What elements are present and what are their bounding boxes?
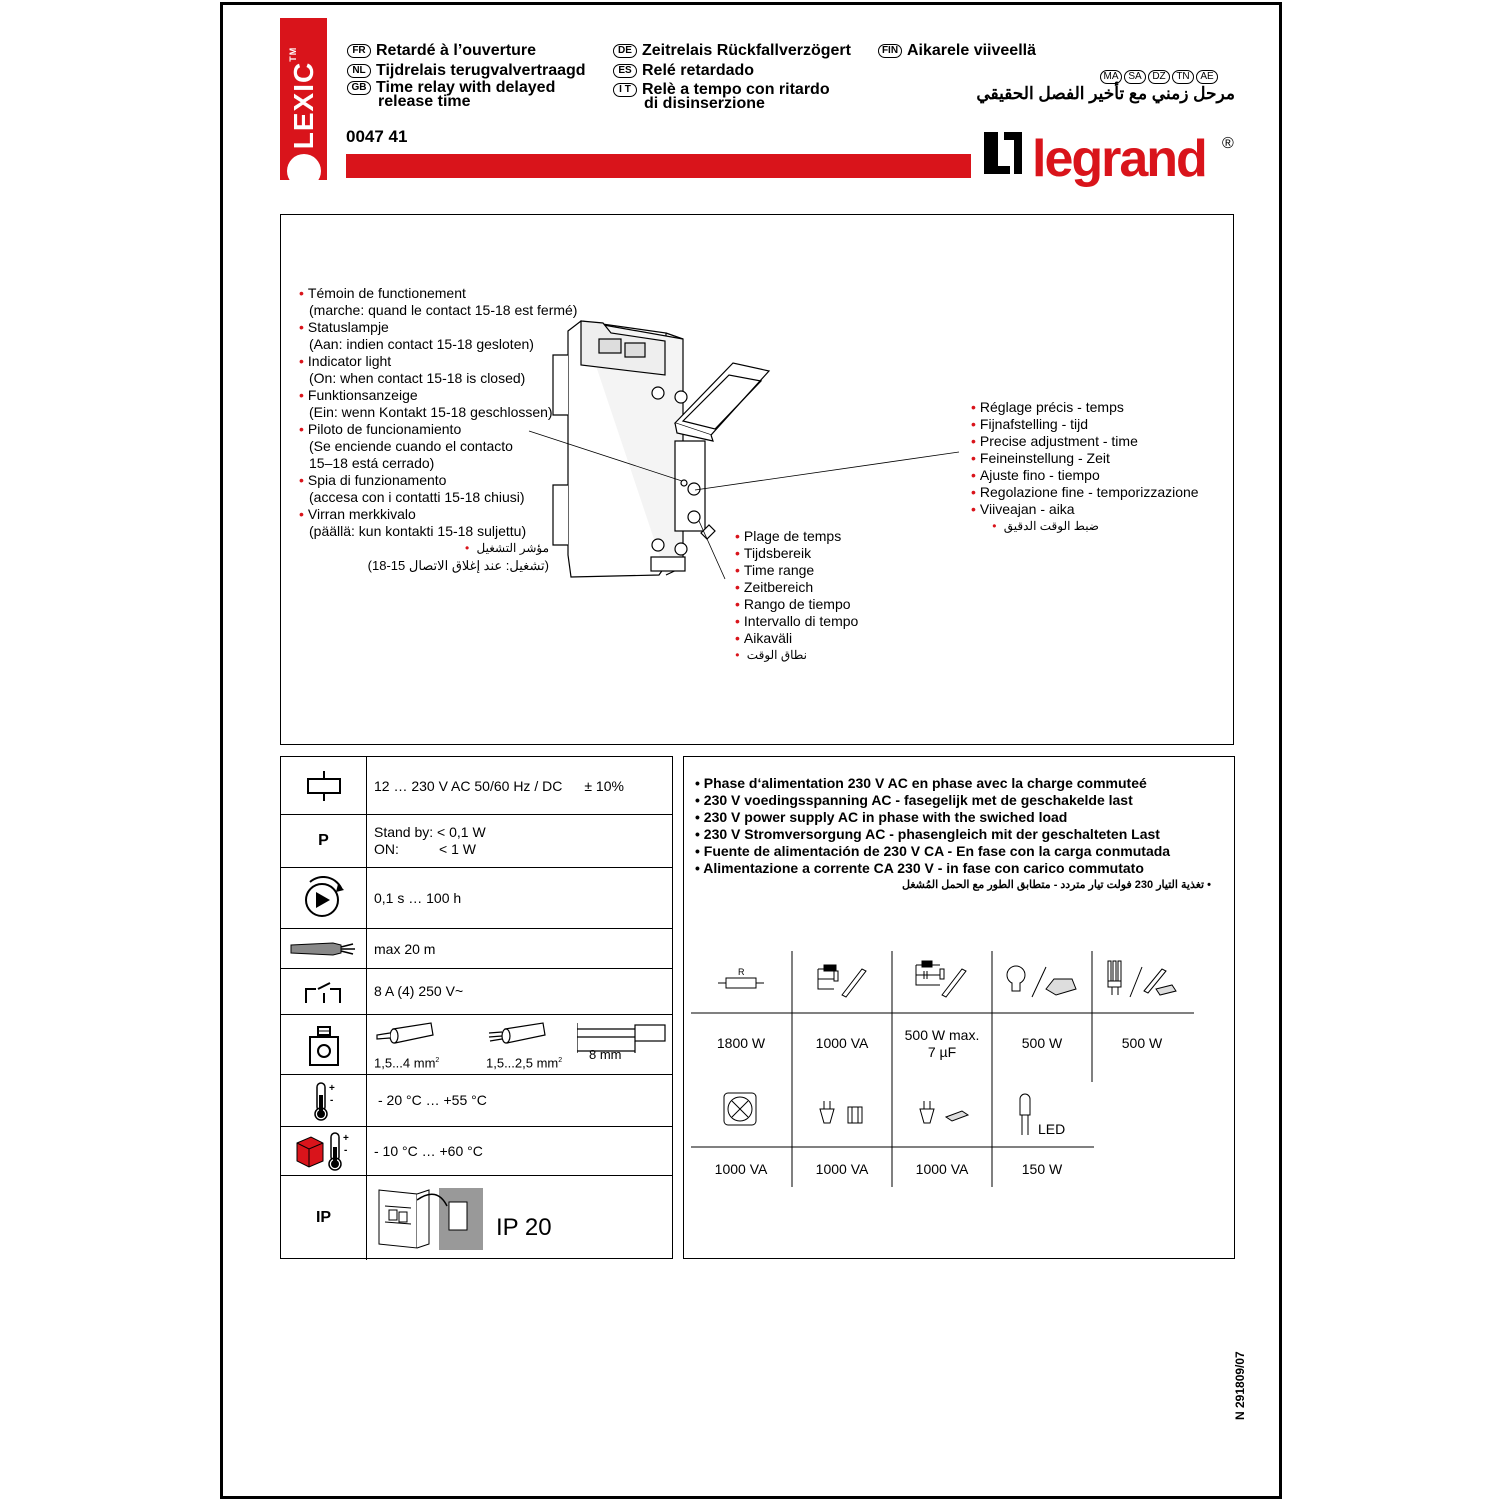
specifications-table — [280, 756, 673, 1259]
legrand-mark-icon — [984, 132, 1022, 174]
title-nl: Tijdrelais terugvalvertraagd — [376, 62, 586, 79]
load-resistive-value: 1800 W — [716, 1035, 766, 1051]
country-code-ma: MA — [1100, 70, 1122, 84]
terminal-screw-icon — [675, 543, 687, 555]
terminal-screw-icon — [652, 539, 664, 551]
indicator-ar: مؤشر التشغيل — [476, 541, 549, 555]
standby-value: < 0,1 W — [437, 824, 486, 840]
svg-text:+: + — [328, 1082, 335, 1094]
load-fan-value: 1000 VA — [714, 1161, 768, 1177]
resistor-label: R — [738, 967, 745, 977]
led-label: LED — [1038, 1121, 1066, 1137]
time-range-ar: نطاق الوقت — [746, 648, 807, 662]
note-it: • Alimentazione a corrente CA 230 V - in fase con carico commutato — [695, 860, 1144, 876]
indicator-es-sub2: 15–18 está cerrado) — [309, 455, 435, 471]
note-nl: • 230 V voedingsspanning AC - fasegelijk met de geschakelde last — [695, 792, 1133, 808]
title-column-1 — [347, 42, 586, 110]
title-fin: Aikarele viiveellä — [907, 42, 1036, 59]
power-label: P — [281, 815, 367, 867]
load-fluorescent-comp-power: 500 W max. — [904, 1027, 980, 1043]
svg-text:+: + — [342, 1133, 349, 1144]
indicator-es-sub: (Se enciende cuando el contacto — [309, 438, 513, 454]
terminal-screw-icon — [281, 1015, 367, 1074]
title-it-line2: di disinserzione — [644, 95, 765, 112]
time-range-gb: Time range — [743, 562, 815, 578]
lv-halogen-electronic-icon — [920, 1101, 968, 1123]
load-fluorescent-uncomp-value: 1000 VA — [815, 1035, 869, 1051]
supply-voltage: 12 … 230 V AC 50/60 Hz / DC — [374, 778, 563, 794]
cable-icon — [281, 929, 367, 968]
title-gb: Time relay with delayed — [376, 79, 556, 96]
time-range-fr: Plage de temps — [743, 528, 842, 544]
fine-adjust-callout: • Réglage précis - temps • Fijnafstelling - tijd • Precise adjustment - time • Feineinstellung - Zeit • Ajuste fino - tiempo • Regolazione fine - temporizzazione • Viiveajan - aika ضبط الوقت الدقيق • — [971, 399, 1199, 533]
header-red-bar — [346, 154, 971, 178]
title-es: Relé retardado — [642, 62, 755, 79]
indicator-nl-sub: (Aan: indien contact 15-18 gesloten) — [309, 336, 534, 352]
lv-halogen-transformer-icon — [820, 1101, 862, 1123]
time-range-value: 0,1 s … 100 h — [374, 890, 462, 906]
indicator-ar-sub: (تشغيل: عند إغلاق الاتصال 15-18) — [367, 558, 549, 573]
svg-text:-: - — [329, 1094, 333, 1106]
fine-adjust-nl: Fijnafstelling - tijd — [979, 416, 1089, 432]
product-code: 0047 41 — [346, 127, 408, 146]
fan-motor-icon — [724, 1093, 756, 1125]
wire-flex-section: 1,5...2,5 mm — [486, 1055, 559, 1071]
wire-rigid-section: 1,5...4 mm — [374, 1055, 436, 1071]
lang-code-nl: NL — [347, 64, 371, 78]
lang-code-it: I T — [613, 83, 637, 97]
time-range-knob-icon — [688, 511, 700, 523]
title-it: Relè a tempo con ritardo — [642, 81, 830, 98]
note-fr: • Phase d‘alimentation 230 V AC en phase avec la charge commuteé — [695, 775, 1147, 791]
fine-adjust-es: Ajuste fino - tiempo — [979, 467, 1100, 483]
contact-symbol-icon — [281, 969, 367, 1014]
indicator-light-callout: • Témoin de functionement (marche: quand le contact 15-18 est fermé) • Statuslampje (Aan: indien contact 15-18 gesloten) • Indicator light (On: when contact 15-18 is closed) • Funktionsanzeige (Ein: wenn Kontakt 15-18 geschlossen) • Piloto de funcionamiento (Se enciende cuando el contacto 15–18 está cerrado) • Spia di funzionamento (accesa con i contatti 15-18 chiusi) • Virran merkkivalo (päällä: kun kontakti 15-18 suljettu) مؤشر التشغيل • (تشغيل: عند إغلاق الاتصال 15-18) — [299, 285, 578, 573]
compact-fluorescent-icon — [1108, 961, 1176, 997]
time-range-es: Rango de tiempo — [743, 596, 851, 612]
lexic-wordmark: LEXIC — [287, 61, 319, 150]
load-types-grid — [684, 757, 1236, 1260]
wire-flex-unit-exp: 2 — [558, 1057, 563, 1064]
country-code-sa: SA — [1124, 70, 1146, 84]
lang-code-es: ES — [613, 64, 637, 78]
indicator-de-sub: (Ein: wenn Kontakt 15-18 geschlossen) — [309, 404, 553, 420]
supply-tolerance: ± 10% — [584, 778, 624, 794]
title-de: Zeitrelais Rückfallverzögert — [642, 42, 851, 59]
indicator-de: Funktionsanzeige — [307, 387, 418, 403]
fine-adjust-fr: Réglage précis - temps — [979, 399, 1124, 415]
spec-row-time — [281, 868, 672, 929]
fine-adjust-ar: ضبط الوقت الدقيق — [1003, 519, 1099, 533]
enclosure-icon — [377, 1186, 487, 1252]
strip-length-value: 8 mm — [589, 1047, 622, 1062]
resistive-load-icon — [718, 978, 764, 988]
halogen-lamp-icon — [1007, 966, 1076, 997]
time-range-fi: Aikaväli — [743, 630, 793, 646]
on-value: < 1 W — [439, 841, 476, 857]
terminal-screw-icon — [675, 391, 687, 403]
document-reference: N 291809/07 — [1233, 1351, 1247, 1420]
indicator-it: Spia di funzionamento — [307, 472, 447, 488]
lexic-dot-icon — [287, 154, 321, 188]
indicator-nl: Statuslampje — [307, 319, 389, 335]
rigid-wire-icon — [373, 1021, 437, 1049]
country-code-dz: DZ — [1148, 70, 1170, 84]
led-lamp-icon — [1020, 1094, 1030, 1135]
svg-text:-: - — [343, 1145, 347, 1156]
lang-code-fin: FIN — [878, 44, 902, 58]
contact-rating-value: 8 A (4) 250 V~ — [374, 983, 464, 999]
time-range-callout: • Plage de temps • Tijdsbereik • Time range • Zeitbereich • Rango de tiempo • Intervallo di tempo • Aikaväli نطاق الوقت • — [735, 528, 859, 662]
timer-dial-icon — [281, 868, 367, 928]
indicator-es: Piloto de funcionamiento — [307, 421, 462, 437]
country-code-tn: TN — [1172, 70, 1194, 84]
legrand-wordmark: legrand — [1032, 130, 1206, 188]
load-led-value: 150 W — [1021, 1161, 1063, 1177]
title-gb-line2: release time — [378, 93, 471, 110]
storage-box-thermometer-icon — [281, 1127, 367, 1175]
time-range-de: Zeitbereich — [743, 579, 814, 595]
registered-mark: ® — [1222, 135, 1234, 152]
fluorescent-uncompensated-icon — [818, 965, 866, 997]
flexible-wire-icon — [485, 1021, 549, 1049]
cable-length-value: max 20 m — [374, 941, 436, 957]
lang-code-fr: FR — [347, 44, 371, 58]
spec-row-cable — [281, 929, 672, 969]
load-cfl-value: 500 W — [1121, 1035, 1163, 1051]
cover-flap — [675, 363, 769, 435]
load-lv-transformer-value: 1000 VA — [815, 1161, 869, 1177]
ip-label: IP — [281, 1176, 367, 1260]
fine-adjust-it: Regolazione fine - temporizzazione — [979, 484, 1199, 500]
standby-label: Stand by: — [374, 824, 434, 840]
indicator-gb: Indicator light — [307, 353, 392, 369]
on-label: ON: — [374, 841, 399, 857]
time-range-it: Intervallo di tempo — [743, 613, 859, 629]
country-code-ae: AE — [1196, 70, 1218, 84]
storage-temp-value: - 10 °C … +60 °C — [374, 1143, 483, 1159]
spec-row-power — [281, 815, 672, 868]
fine-adjust-de: Feineinstellung - Zeit — [979, 450, 1110, 466]
title-column-2 — [613, 42, 851, 112]
spec-row-contact — [281, 969, 672, 1015]
wire-rigid-unit-exp: 2 — [435, 1057, 440, 1064]
note-es: • Fuente de alimentación de 230 V CA - En fase con la carga conmutada — [695, 843, 1171, 859]
load-fluorescent-comp-value — [892, 1027, 992, 1061]
terminal-screw-icon — [652, 387, 664, 399]
load-fluorescent-comp-capacitance: 7 µF — [927, 1044, 957, 1060]
load-lv-electronic-value: 1000 VA — [915, 1161, 969, 1177]
fine-adjust-fi: Viiveajan - aika — [979, 501, 1075, 517]
loads-panel — [683, 756, 1235, 1259]
ip-rating-value: IP 20 — [496, 1214, 552, 1241]
indicator-fr: Témoin de functionement — [307, 285, 466, 301]
legrand-logo — [982, 126, 1238, 192]
lexic-logo — [280, 18, 327, 180]
spec-row-operating-temp — [281, 1075, 672, 1127]
load-halogen-value: 500 W — [1021, 1035, 1063, 1051]
coil-symbol-icon — [281, 757, 367, 814]
spec-row-ip — [281, 1176, 672, 1260]
spec-row-wiring — [281, 1015, 672, 1075]
title-column-3 — [878, 42, 1036, 59]
note-de: • 230 V Stromversorgung AC - phasengleich mit der geschalteten Last — [695, 826, 1160, 842]
lang-code-de: DE — [613, 44, 637, 58]
fine-adjust-gb: Precise adjustment - time — [979, 433, 1138, 449]
note-ar: • تغذية التيار 230 فولت تيار متردد - متطابق الطور مع الحمل المُشغل — [902, 879, 1211, 891]
time-range-nl: Tijdsbereik — [743, 545, 812, 561]
indicator-fi-sub: (päällä: kun kontakti 15-18 suljettu) — [309, 523, 527, 539]
operating-temp-value: - 20 °C … +55 °C — [378, 1092, 487, 1108]
product-diagram-box — [280, 214, 1234, 745]
title-arabic: مرحل زمني مع تأخير الفصل الحقيقي — [976, 84, 1235, 103]
lang-code-gb: GB — [347, 81, 371, 95]
note-gb: • 230 V power supply AC in phase with the swiched load — [695, 809, 1068, 825]
indicator-fr-sub: (marche: quand le contact 15-18 est fermé) — [309, 302, 578, 318]
fine-adjust-knob-icon — [688, 483, 700, 495]
lexic-tm: TM — [287, 46, 298, 62]
spec-row-storage-temp — [281, 1127, 672, 1176]
indicator-it-sub: (accesa con i contatti 15-18 chiusi) — [309, 489, 525, 505]
indicator-gb-sub: (On: when contact 15-18 is closed) — [309, 370, 526, 386]
fluorescent-compensated-icon — [916, 961, 966, 997]
indicator-fi: Virran merkkivalo — [307, 506, 416, 522]
thermometer-icon — [281, 1075, 367, 1126]
spec-row-supply — [281, 757, 672, 815]
title-fr: Retardé à l’ouverture — [376, 42, 537, 59]
